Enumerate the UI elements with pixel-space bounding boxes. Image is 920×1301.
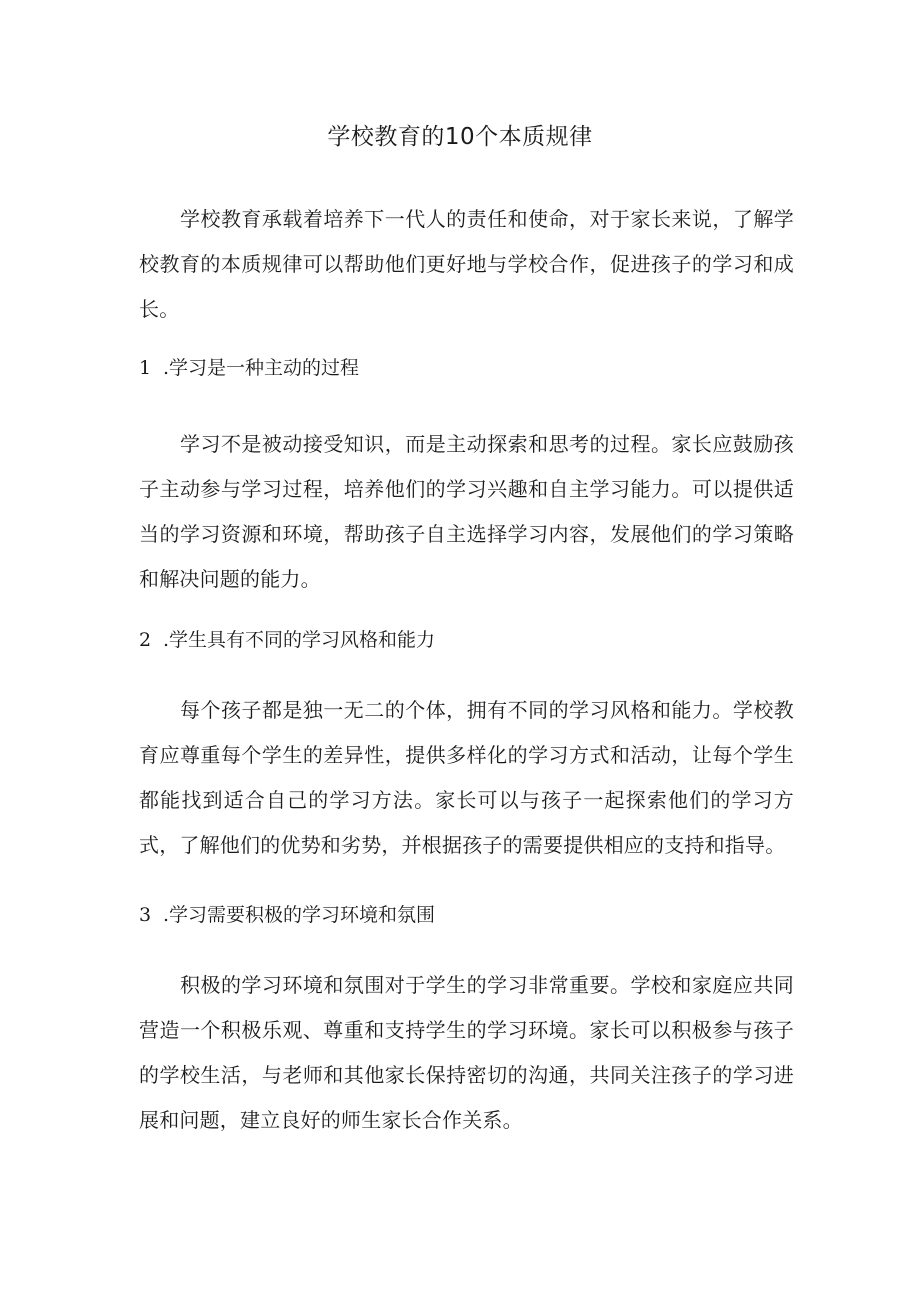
intro-paragraph: 学校教育承载着培养下一代人的责任和使命，对于家长来说，了解学校教育的本质规律可以帮助他们更好地与学校合作，促进孩子的学习和成长。 bbox=[139, 207, 794, 321]
section-number: 2 bbox=[139, 629, 152, 651]
section-number: 3 bbox=[139, 904, 152, 926]
section-heading-text: .学习是一种主动的过程 bbox=[163, 357, 360, 379]
section-heading-2 bbox=[139, 625, 435, 655]
section-heading-text: .学生具有不同的学习风格和能力 bbox=[163, 629, 436, 651]
document-title: 学校教育的10个本质规律 bbox=[327, 124, 593, 150]
section-paragraph-1: 学习不是被动接受知识，而是主动探索和思考的过程。家长应鼓励孩子主动参与学习过程，培养他们的学习兴趣和自主学习能力。可以提供适当的学习资源和环境，帮助孩子自主选择学习内容，发展他们的学习策略和解决问题的能力。 bbox=[139, 432, 794, 591]
section-paragraph-2: 每个孩子都是独一无二的个体，拥有不同的学习风格和能力。学校教育应尊重每个学生的差异性，提供多样化的学习方式和活动，让每个学生都能找到适合自己的学习方法。家长可以与孩子一起探索他们的学习方式，了解他们的优势和劣势，并根据孩子的需要提供相应的支持和指导。 bbox=[139, 698, 794, 857]
section-heading-text: .学习需要积极的学习环境和氛围 bbox=[163, 904, 436, 926]
section-heading-3 bbox=[139, 900, 435, 930]
section-paragraph-3: 积极的学习环境和氛围对于学生的学习非常重要。学校和家庭应共同营造一个积极乐观、尊重和支持学生的学习环境。家长可以积极参与孩子的学校生活，与老师和其他家长保持密切的沟通，共同关注孩子的学习进展和问题，建立良好的师生家长合作关系。 bbox=[139, 973, 794, 1132]
section-heading-1 bbox=[139, 353, 359, 383]
section-number: 1 bbox=[139, 357, 152, 379]
